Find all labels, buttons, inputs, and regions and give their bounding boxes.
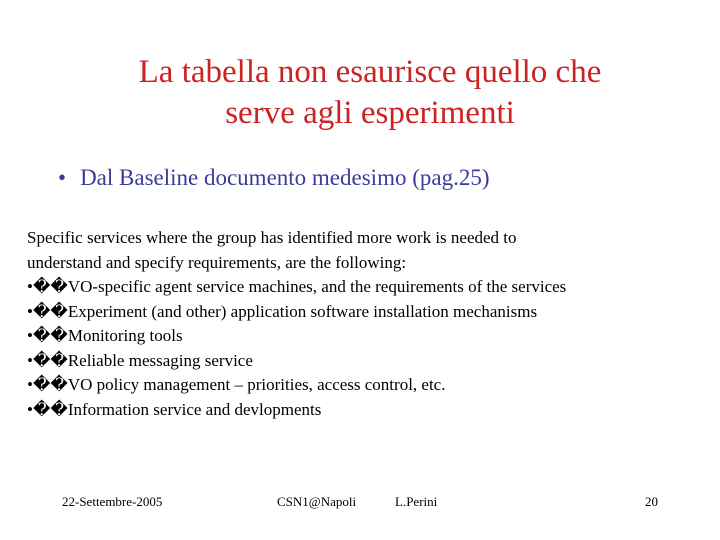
body-text xyxy=(27,226,707,422)
bullet-dot-icon: • xyxy=(58,165,67,190)
bullet-icon: •�� xyxy=(27,326,68,345)
list-item-text: Experiment (and other) application software installation mechanisms xyxy=(67,301,538,321)
subtitle-bullet-item xyxy=(58,163,698,193)
footer-author: L.Perini xyxy=(395,494,438,509)
list-item-text: Information service and devlopments xyxy=(67,399,322,419)
list-item-text: VO-specific agent service machines, and the requirements of the services xyxy=(67,277,567,296)
list-item xyxy=(27,275,707,300)
intro-line-2: understand and specify requirements, are the following: xyxy=(27,252,407,272)
subtitle-text: Dal Baseline documento medesimo (pag.25) xyxy=(80,165,490,190)
footer-event: CSN1@Napoli xyxy=(277,494,357,509)
slide-title xyxy=(60,52,680,134)
page-number: 20 xyxy=(645,494,658,509)
bullet-icon: •�� xyxy=(27,399,68,419)
list-item-text: Monitoring tools xyxy=(67,326,183,345)
bullet-icon: •�� xyxy=(27,350,68,370)
list-item xyxy=(27,349,707,374)
bullet-icon: •�� xyxy=(27,375,68,394)
list-item xyxy=(27,398,707,423)
list-item-text: VO policy management – priorities, access control, etc. xyxy=(67,375,446,394)
title-line-2: serve agli esperimenti xyxy=(225,95,515,131)
intro-line-1: Specific services where the group has identified more work is needed to xyxy=(27,228,517,247)
list-item xyxy=(27,324,707,349)
list-item-text: Reliable messaging service xyxy=(67,350,253,370)
bullet-icon: •�� xyxy=(27,301,68,321)
bullet-icon: •�� xyxy=(27,277,68,296)
list-item xyxy=(27,300,707,325)
title-line-1: La tabella non esaurisce quello che xyxy=(138,54,602,90)
footer-date: 22-Settembre-2005 xyxy=(62,494,163,509)
list-item xyxy=(27,373,707,398)
